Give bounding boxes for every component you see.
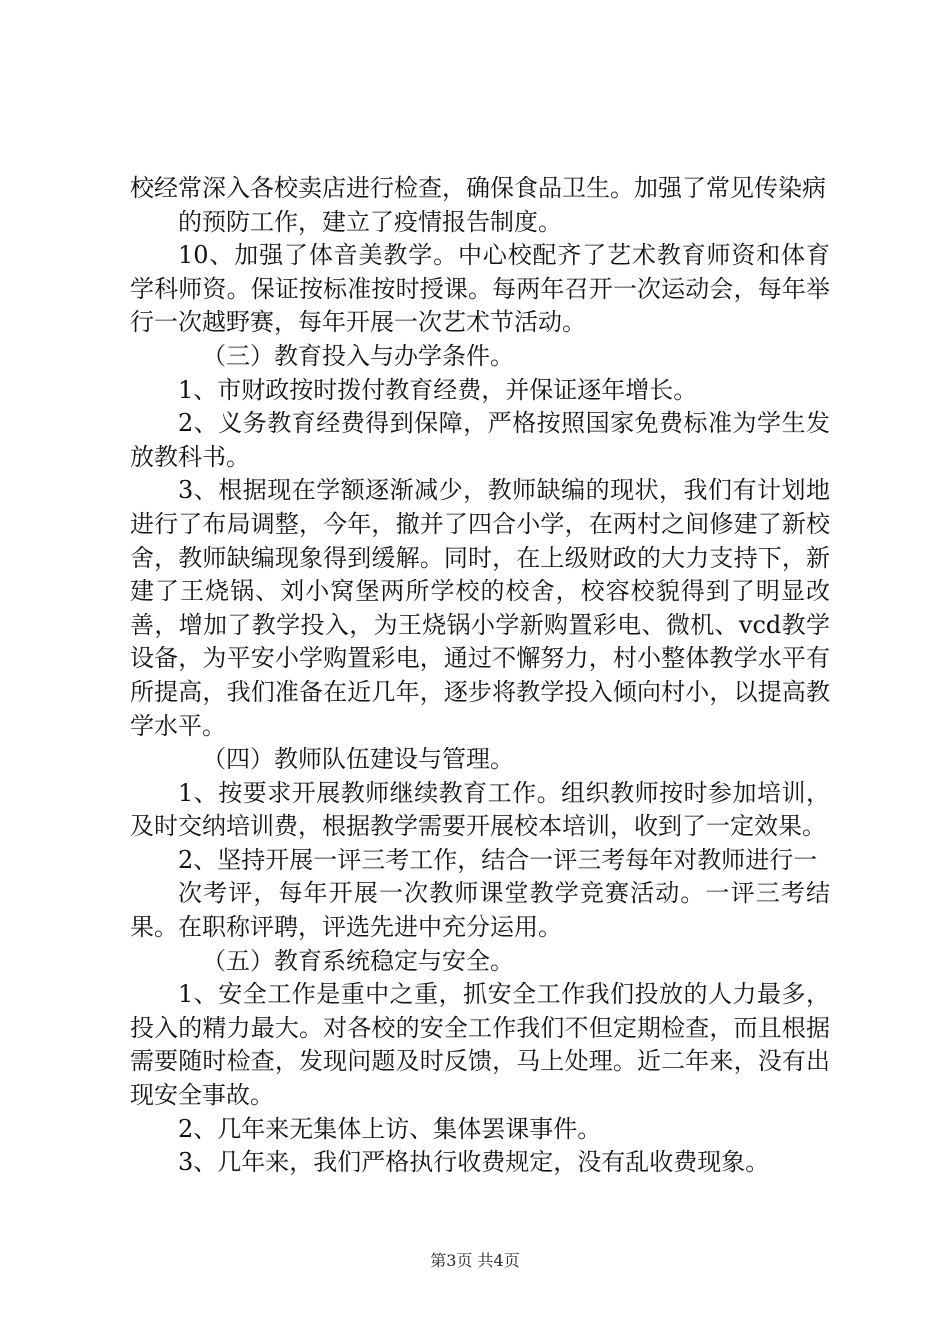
paragraph-arts-pe-teaching: 10、加强了体音美教学。中心校配齐了艺术教育师资和体育学科师资。保证按标准按时授课。每两年召开一次运动会，每年举行一次越野赛，每年开展一次艺术节活动。 bbox=[130, 241, 830, 337]
paragraph-food-safety: 校经常深入各校卖店进行检查，确保食品卫生。加强了常见传染病 bbox=[130, 174, 826, 202]
paragraph-teacher-training: 1、按要求开展教师继续教育工作。组织教师按时参加培训，及时交纳培训费，根据教学需要开展校本培训，收到了一定效果。 bbox=[130, 778, 830, 841]
section-heading-teachers: （四）教师队伍建设与管理。 bbox=[202, 745, 514, 774]
page-footer bbox=[0, 1248, 950, 1271]
paragraph-no-petitions: 2、几年来无集体上访、集体罢课事件。 bbox=[178, 1114, 602, 1143]
paragraph-fees: 3、几年来，我们严格执行收费规定，没有乱收费现象。 bbox=[178, 1148, 770, 1177]
page-number-indicator: 第3页 共4页 bbox=[430, 1251, 520, 1270]
paragraph-evaluation: 2、坚持开展一评三考工作，结合一评三考每年对教师进行一 bbox=[178, 845, 818, 874]
paragraph-safety-work: 1、安全工作是重中之重，抓安全工作我们投放的人力最多，投入的精力最大。对各校的安全工作我们不但定期检查，而且根据需要随时检查，发现问题及时反馈，马上处理。近二年来，没有出现安全事故。 bbox=[130, 980, 830, 1110]
paragraph-school-layout: 3、根据现在学额逐渐减少，教师缺编的现状，我们有计划地进行了布局调整，今年，撤并了四合小学，在两村之间修建了新校舍，教师缺编现象得到缓解。同时，在上级财政的大力支持下，新建了王烧锅、刘小窝堡两所学校的校舍，校容校貌得到了明显改善，增加了教学投入，为王烧锅小学新购置彩电、微机、vcd教学设备，为平安小学购置彩电，通过不懈努力，村小整体教学水平有所提高，我们准备在近几年，逐步将教学投入倾向村小，以提高教学水平。 bbox=[130, 476, 830, 740]
paragraph-evaluation-cont: 次考评，每年开展一次教师课堂教学竞赛活动。一评三考结果。在职称评聘，评选先进中充分运用。 bbox=[130, 879, 830, 942]
document-body bbox=[130, 172, 830, 1180]
section-heading-investment: （三）教育投入与办学条件。 bbox=[202, 341, 514, 370]
section-heading-safety: （五）教育系统稳定与安全。 bbox=[202, 946, 514, 975]
paragraph-epidemic-report: 的预防工作，建立了疫情报告制度。 bbox=[178, 207, 562, 236]
paragraph-funding: 1、市财政按时拨付教育经费，并保证逐年增长。 bbox=[178, 375, 698, 404]
paragraph-textbooks: 2、义务教育经费得到保障，严格按照国家免费标准为学生发放教科书。 bbox=[130, 409, 830, 471]
